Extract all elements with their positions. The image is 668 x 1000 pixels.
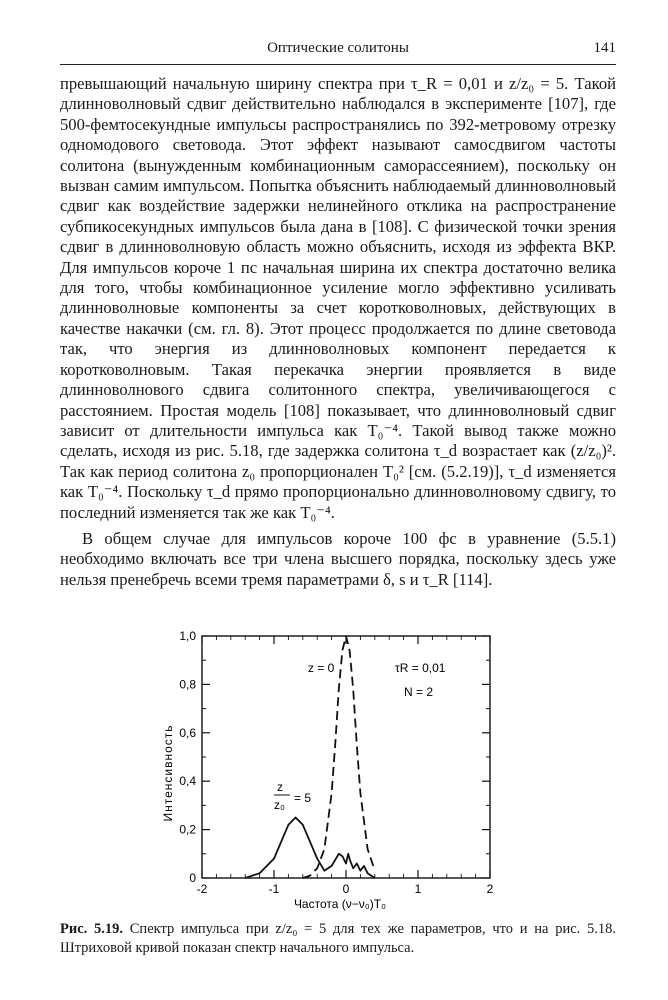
x-tick-label: -2	[196, 882, 208, 896]
figure-caption	[60, 920, 616, 958]
y-tick-label: 0,6	[179, 725, 196, 740]
header-rule	[60, 64, 616, 65]
page-header	[60, 40, 616, 62]
y-tick-label: 1,0	[179, 629, 196, 643]
y-tick-label: 0	[189, 871, 196, 885]
paragraph: В общем случае для импульсов короче 100 фс в уравнение (5.5.1) необходимо включать все три члена высшего порядка, поскольку здесь уже нельзя пренебречь всеми тремя параметрами δ, s и τ_R [114].	[60, 528, 616, 589]
plot-frame	[202, 636, 490, 878]
annotation-z0-denominator: z₀	[274, 798, 285, 812]
annotation-z0: z = 0	[308, 661, 335, 675]
annotation-tau: τR = 0,01	[395, 661, 446, 675]
paragraph: превышающий начальную ширину спектра при τ_R = 0,01 и z/z₀ = 5. Такой длинноволновый сдвиг действительно наблюдался в эксперименте [107], где 500-фемтосекундные импульсы распространялись по 392-метровому отрезку одномодового световода. Этот эффект называют самосдвигом частоты солитона (вынужденным комбинационным саморассеянием), поскольку он вызван самим импульсом. Попытка объяснить наблюдаемый длинноволновый сдвиг как воздействие задержки нелинейного отклика на распространение субпикосекундных импульсов была дана в [108]. С физической точки зрения сдвиг в длинноволновую область можно объяснить, исходя из эффекта ВКР. Для импульсов короче 1 пс начальная ширина их спектра достаточно велика для того, чтобы комбинационное усиление могло эффективно усиливать длинноволновые компоненты за счет коротковолновых, действующих в качестве накачки (см. гл. 8). Этот процесс продолжается по длине световода так, что энергия из длинноволновых компонент передается к коротковолновым. Такая перекачка энергии проявляется в виде длинноволнового сдвига солитонного спектра, увеличивающегося с расстоянием. Простая модель [108] показывает, что длинноволновый сдвиг зависит от длительности импульса как T₀⁻⁴. Такой вывод также можно сделать, исходя из рис. 5.18, где задержка солитона τ_d возрастает как (z/z₀)². Так как период солитона z₀ пропорционален T₀² [см. (5.2.19)], τ_d изменяется как T₀⁻⁴. Поскольку τ_d прямо пропорционально длинноволновому сдвигу, то последний изменяется так же как T₀⁻⁴.	[60, 74, 616, 522]
caption-text: Спектр импульса при z/z₀ = 5 для тех же параметров, что и на рис. 5.18. Штриховой кривой показан спектр начального импульса.	[60, 921, 616, 956]
running-title: Оптические солитоны	[267, 40, 409, 56]
caption-label: Рис. 5.19.	[60, 921, 124, 937]
annotation-N: N = 2	[404, 685, 434, 699]
y-tick-label: 0,2	[179, 822, 196, 837]
annotation-z-numerator: z	[277, 780, 283, 794]
x-tick-label: 0	[342, 882, 350, 896]
spectrum-chart	[140, 628, 520, 918]
chart-axes	[202, 636, 490, 878]
x-tick-label: -1	[268, 882, 280, 896]
x-axis-label: Частота (ν−ν₀)T₀	[293, 897, 387, 911]
y-axis-label: Интенсивность	[161, 724, 175, 822]
series-line-z5	[245, 818, 375, 879]
page-number: 141	[593, 40, 616, 56]
y-tick-label: 0,8	[179, 677, 196, 692]
body-text	[60, 74, 616, 590]
figure-5-19	[140, 628, 520, 918]
annotation-eq5: = 5	[294, 791, 312, 805]
y-tick-label: 0,4	[179, 774, 196, 789]
x-tick-label: 1	[414, 882, 422, 896]
x-tick-label: 2	[486, 882, 494, 896]
